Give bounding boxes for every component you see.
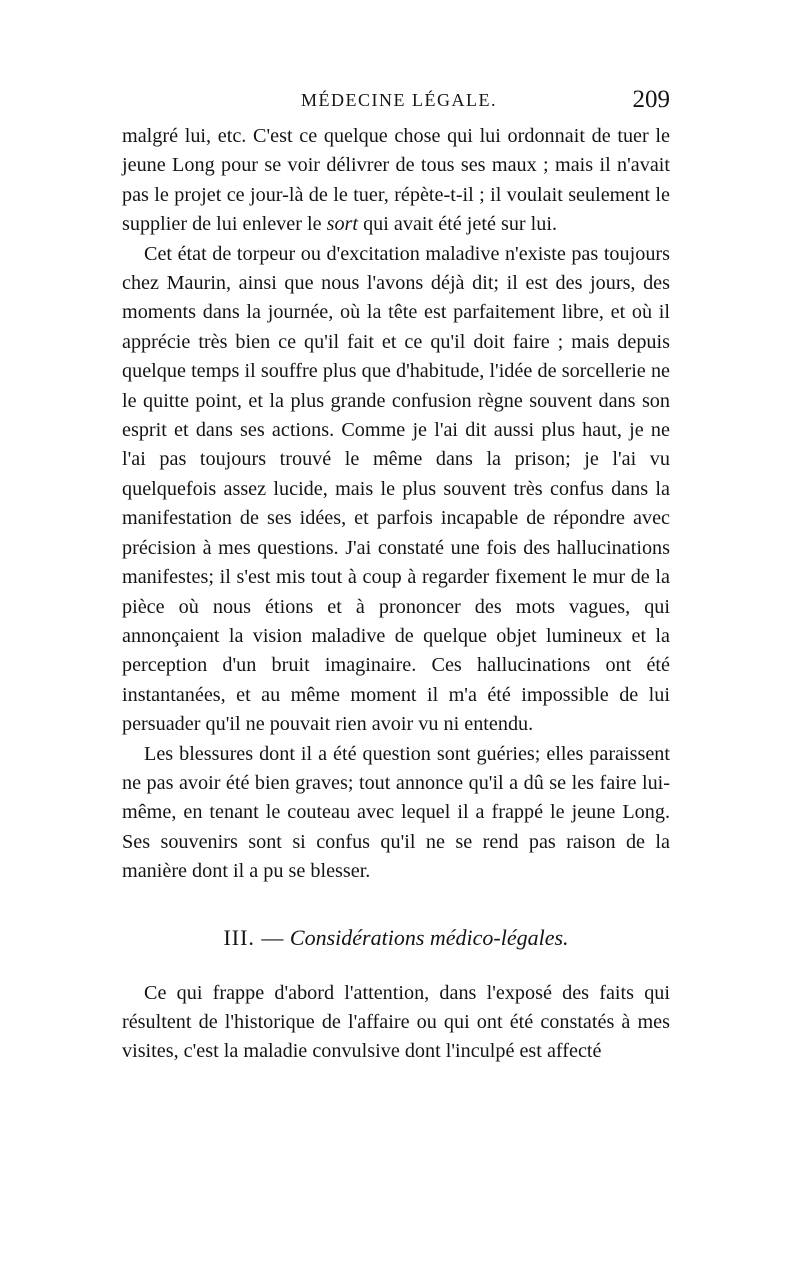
- page-body: [122, 122, 670, 1067]
- paragraph-text: qui avait été jeté sur lui.: [358, 213, 558, 236]
- page-header: [128, 86, 670, 126]
- section-heading: [122, 923, 670, 953]
- paragraph: Ce qui frappe d'abord l'attention, dans l'exposé des faits qui résultent de l'historique de l'affaire ou qui ont été constatés à mes visites, c'est la maladie convulsive dont l'inculpé est affecté: [122, 981, 670, 1063]
- paragraph: Les blessures dont il a été question sont guéries; elles paraissent ne pas avoir été bien graves; tout annonce qu'il a dû se les faire lui-même, en tenant le couteau avec lequel il a frappé le jeune Long. Ses souvenirs sont si confus qu'il ne se rend pas raison de la manière dont il a pu se blesser.: [122, 742, 670, 883]
- italic-word: sort: [326, 213, 359, 236]
- paragraph: Cet état de torpeur ou d'excitation maladive n'existe pas toujours chez Maurin, ainsi que nous l'avons déjà dit; il est des jours, des moments dans la journée, où la tête est parfaitement libre, et où il apprécie très bien ce qu'il fait et ce qu'il doit faire ; mais depuis quelque temps il souffre plus que d'habitude, l'idée de sorcellerie ne le quitte point, et la plus grande confusion règne souvent dans son esprit et dans ses actions. Comme je l'ai dit aussi plus haut, je ne l'ai pas toujours trouvé le même dans la prison; je l'ai vu quelquefois assez lucide, mais le plus souvent très confus dans la manifestation de ses idées, et parfois incapable de répondre avec précision à mes questions. J'ai constaté une fois des hallucinations manifestes; il s'est mis tout à coup à regarder fixement le mur de la pièce où nous étions et à prononcer des mots vagues, qui annonçaient la vision maladive de quelque objet lumineux et la perception d'un bruit imaginaire. Ces hallucinations ont été instantanées, et au même moment il m'a été impossible de lui persuader qu'il ne pouvait rien avoir vu ni entendu.: [122, 242, 670, 736]
- page-number: 209: [632, 86, 670, 113]
- paragraph-text: malgré lui, etc. C'est ce quelque chose qui lui ordonnait de tuer le jeune Long pour se voir délivrer de tous ses maux ; mais il n'avait pas le projet ce jour-là de le tuer, répète-t-il ; il voulait seulement le supplier de lui enlever le: [122, 125, 670, 236]
- section-title: Considérations médico-légales.: [289, 924, 569, 950]
- section-number: III. —: [223, 924, 285, 950]
- running-head: MÉDECINE LÉGALE.: [301, 90, 497, 110]
- paragraph-continuation: [122, 122, 670, 240]
